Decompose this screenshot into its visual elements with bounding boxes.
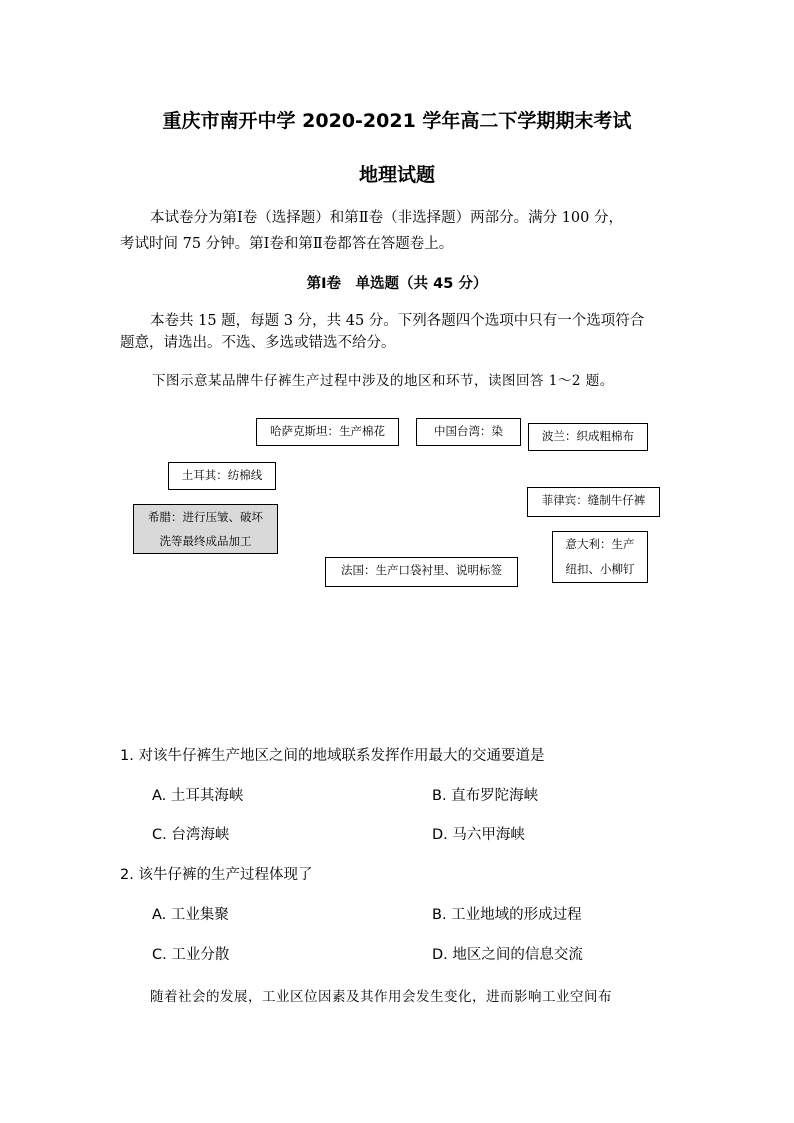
page-title: 重庆市南开中学 2020-2021 学年高二下学期期末考试	[162, 110, 632, 132]
box-kazakhstan: 哈萨克斯坦：生产棉花	[256, 418, 399, 446]
trailing-paragraph: 随着社会的发展，工业区位因素及其作用会发生变化，进而影响工业空间布	[150, 989, 612, 1005]
question-1-stem: 1. 对该牛仔裤生产地区之间的地域联系发挥作用最大的交通要道是	[120, 748, 545, 764]
question-2-option-b: B. 工业地域的形成过程	[432, 907, 582, 923]
question-2-option-d: D. 地区之间的信息交流	[432, 947, 583, 963]
section-desc-line-2: 题意，请选出。不选、多选或错选不给分。	[120, 335, 396, 351]
question-1-option-b: B. 直布罗陀海峡	[432, 788, 539, 804]
question-1-option-a: A. 土耳其海峡	[152, 788, 244, 804]
figure-lead: 下图示意某品牌牛仔裤生产过程中涉及的地区和环节，读图回答 1～2 题。	[152, 373, 614, 389]
intro-line-2: 考试时间 75 分钟。第Ⅰ卷和第Ⅱ卷都答在答题卷上。	[120, 236, 454, 252]
box-italy	[552, 531, 648, 583]
box-poland: 波兰：织成粗棉布	[528, 423, 648, 451]
box-taiwan: 中国台湾：染	[416, 418, 521, 446]
question-1-option-d: D. 马六甲海峡	[432, 827, 525, 843]
intro-line-1: 本试卷分为第Ⅰ卷（选择题）和第Ⅱ卷（非选择题）两部分。满分 100 分，	[150, 210, 623, 226]
question-1-option-c: C. 台湾海峡	[152, 827, 230, 843]
question-2-option-c: C. 工业分散	[152, 947, 230, 963]
question-2-stem: 2. 该牛仔裤的生产过程体现了	[120, 867, 313, 883]
box-greece-line-1: 希腊：进行压皱、破坏	[148, 510, 263, 524]
section-heading: 第Ⅰ卷 单选题（共 45 分）	[306, 276, 488, 292]
box-greece-line-2: 洗等最终成品加工	[159, 534, 252, 548]
box-turkey: 土耳其：纺棉线	[168, 462, 276, 490]
box-italy-line-2: 纽扣、小柳钉	[565, 562, 635, 576]
box-philippines: 菲律宾：缝制牛仔裤	[527, 487, 660, 517]
question-2-option-a: A. 工业集聚	[152, 907, 229, 923]
box-italy-line-1: 意大利：生产	[565, 537, 635, 551]
section-desc-line-1: 本卷共 15 题，每题 3 分，共 45 分。下列各题四个选项中只有一个选项符合	[150, 313, 645, 329]
page-subtitle: 地理试题	[358, 164, 435, 186]
box-france: 法国：生产口袋衬里、说明标签	[325, 557, 518, 587]
box-greece	[133, 504, 278, 554]
